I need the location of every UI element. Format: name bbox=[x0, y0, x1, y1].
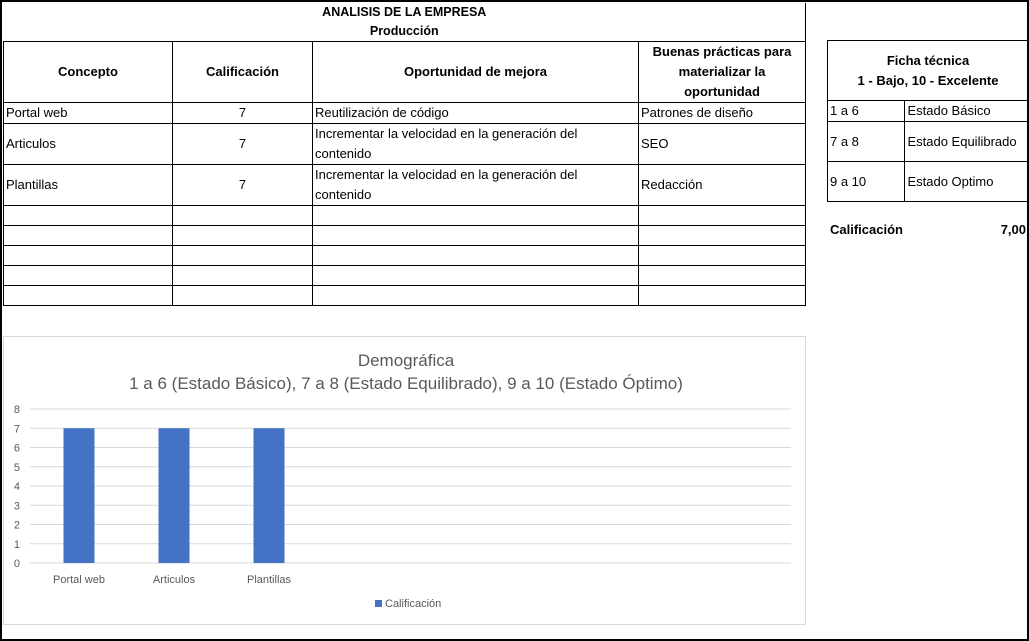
ficha-subtitle: 1 - Bajo, 10 - Excelente bbox=[857, 72, 999, 88]
header-practices[interactable]: Buenas prácticas para materializar la oportunidad bbox=[639, 42, 806, 103]
ficha-state[interactable]: Estado Equilibrado bbox=[905, 122, 1029, 162]
cell-concept[interactable]: Portal web bbox=[4, 103, 173, 124]
header-concept[interactable]: Concepto bbox=[4, 42, 173, 103]
analysis-table bbox=[3, 3, 806, 306]
ficha-range[interactable]: 1 a 6 bbox=[828, 101, 905, 122]
legend-swatch bbox=[375, 600, 382, 607]
ficha-range[interactable]: 9 a 10 bbox=[828, 162, 905, 202]
title-cell[interactable] bbox=[4, 3, 806, 42]
y-tick-label: 7 bbox=[13, 423, 20, 436]
ficha-range[interactable]: 7 a 8 bbox=[828, 122, 905, 162]
empty-cell[interactable] bbox=[4, 286, 173, 306]
cell-practice[interactable]: SEO bbox=[639, 124, 806, 165]
y-tick-label: 2 bbox=[13, 519, 20, 532]
table-row bbox=[4, 124, 806, 165]
score-label: Calificación bbox=[830, 222, 903, 237]
ficha-state[interactable]: Estado Básico bbox=[905, 101, 1029, 122]
y-tick-label: 6 bbox=[13, 442, 20, 455]
empty-cell[interactable] bbox=[639, 246, 806, 266]
x-tick-label: Plantillas bbox=[246, 574, 292, 586]
y-tick-label: 4 bbox=[13, 481, 20, 493]
empty-cell[interactable] bbox=[4, 206, 173, 226]
cell-concept[interactable]: Articulos bbox=[4, 124, 173, 165]
ficha-tecnica-table bbox=[827, 40, 1029, 202]
ficha-state[interactable]: Estado Optimo bbox=[905, 162, 1029, 202]
empty-row bbox=[4, 246, 806, 266]
cell-concept[interactable]: Plantillas bbox=[4, 165, 173, 206]
chart-title: Demográfica bbox=[357, 351, 455, 370]
empty-cell[interactable] bbox=[173, 206, 313, 226]
cell-rating[interactable]: 7 bbox=[173, 124, 313, 165]
empty-row bbox=[4, 286, 806, 306]
ficha-row bbox=[828, 122, 1029, 162]
y-tick-label: 8 bbox=[13, 404, 20, 416]
y-tick-label: 1 bbox=[13, 538, 20, 551]
empty-cell[interactable] bbox=[173, 226, 313, 246]
cell-opportunity[interactable]: Incrementar la velocidad en la generación del contenido bbox=[313, 165, 639, 206]
ficha-row bbox=[828, 162, 1029, 202]
empty-cell[interactable] bbox=[4, 226, 173, 246]
empty-cell[interactable] bbox=[313, 246, 639, 266]
cell-rating[interactable]: 7 bbox=[173, 103, 313, 124]
empty-cell[interactable] bbox=[313, 226, 639, 246]
cell-practice[interactable]: Redacción bbox=[639, 165, 806, 206]
empty-cell[interactable] bbox=[173, 246, 313, 266]
table-row bbox=[4, 103, 806, 124]
x-tick-label: Portal web bbox=[53, 574, 105, 586]
x-tick-label: Articulos bbox=[152, 574, 196, 586]
y-tick-label: 0 bbox=[13, 558, 20, 570]
sheet-title: ANALISIS DE LA EMPRESA bbox=[322, 5, 487, 19]
chart-canvas bbox=[4, 337, 805, 624]
bar bbox=[64, 428, 95, 563]
ficha-header[interactable] bbox=[828, 41, 1029, 101]
cell-practice[interactable]: Patrones de diseño bbox=[639, 103, 806, 124]
empty-row bbox=[4, 206, 806, 226]
chart-subtitle: 1 a 6 (Estado Básico), 7 a 8 (Estado Equilibrado), 9 a 10 (Estado Óptimo) bbox=[129, 374, 683, 393]
cell-rating[interactable]: 7 bbox=[173, 165, 313, 206]
table-row bbox=[4, 165, 806, 206]
empty-cell[interactable] bbox=[313, 286, 639, 306]
empty-row bbox=[4, 266, 806, 286]
bar bbox=[159, 428, 190, 563]
y-tick-label: 3 bbox=[13, 500, 20, 513]
empty-cell[interactable] bbox=[4, 246, 173, 266]
header-rating[interactable]: Calificación bbox=[173, 42, 313, 103]
legend-label: Calificación bbox=[385, 598, 442, 610]
bar-chart[interactable] bbox=[3, 336, 806, 625]
cell-opportunity[interactable]: Incrementar la velocidad en la generación del contenido bbox=[313, 124, 639, 165]
score-value: 7,00 bbox=[1000, 222, 1026, 237]
empty-cell[interactable] bbox=[173, 266, 313, 286]
cell-opportunity[interactable]: Reutilización de código bbox=[313, 103, 639, 124]
sheet-subtitle: Producción bbox=[369, 24, 439, 38]
empty-cell[interactable] bbox=[639, 206, 806, 226]
empty-cell[interactable] bbox=[639, 266, 806, 286]
bar bbox=[254, 428, 285, 563]
empty-cell[interactable] bbox=[639, 226, 806, 246]
header-opportunity[interactable]: Oportunidad de mejora bbox=[313, 42, 639, 103]
empty-row bbox=[4, 226, 806, 246]
ficha-title: Ficha técnica bbox=[886, 52, 970, 68]
empty-cell[interactable] bbox=[639, 286, 806, 306]
empty-cell[interactable] bbox=[4, 266, 173, 286]
empty-cell[interactable] bbox=[313, 266, 639, 286]
y-tick-label: 5 bbox=[13, 461, 20, 474]
ficha-row bbox=[828, 101, 1029, 122]
empty-cell[interactable] bbox=[313, 206, 639, 226]
empty-cell[interactable] bbox=[173, 286, 313, 306]
score-row[interactable] bbox=[830, 222, 1029, 237]
